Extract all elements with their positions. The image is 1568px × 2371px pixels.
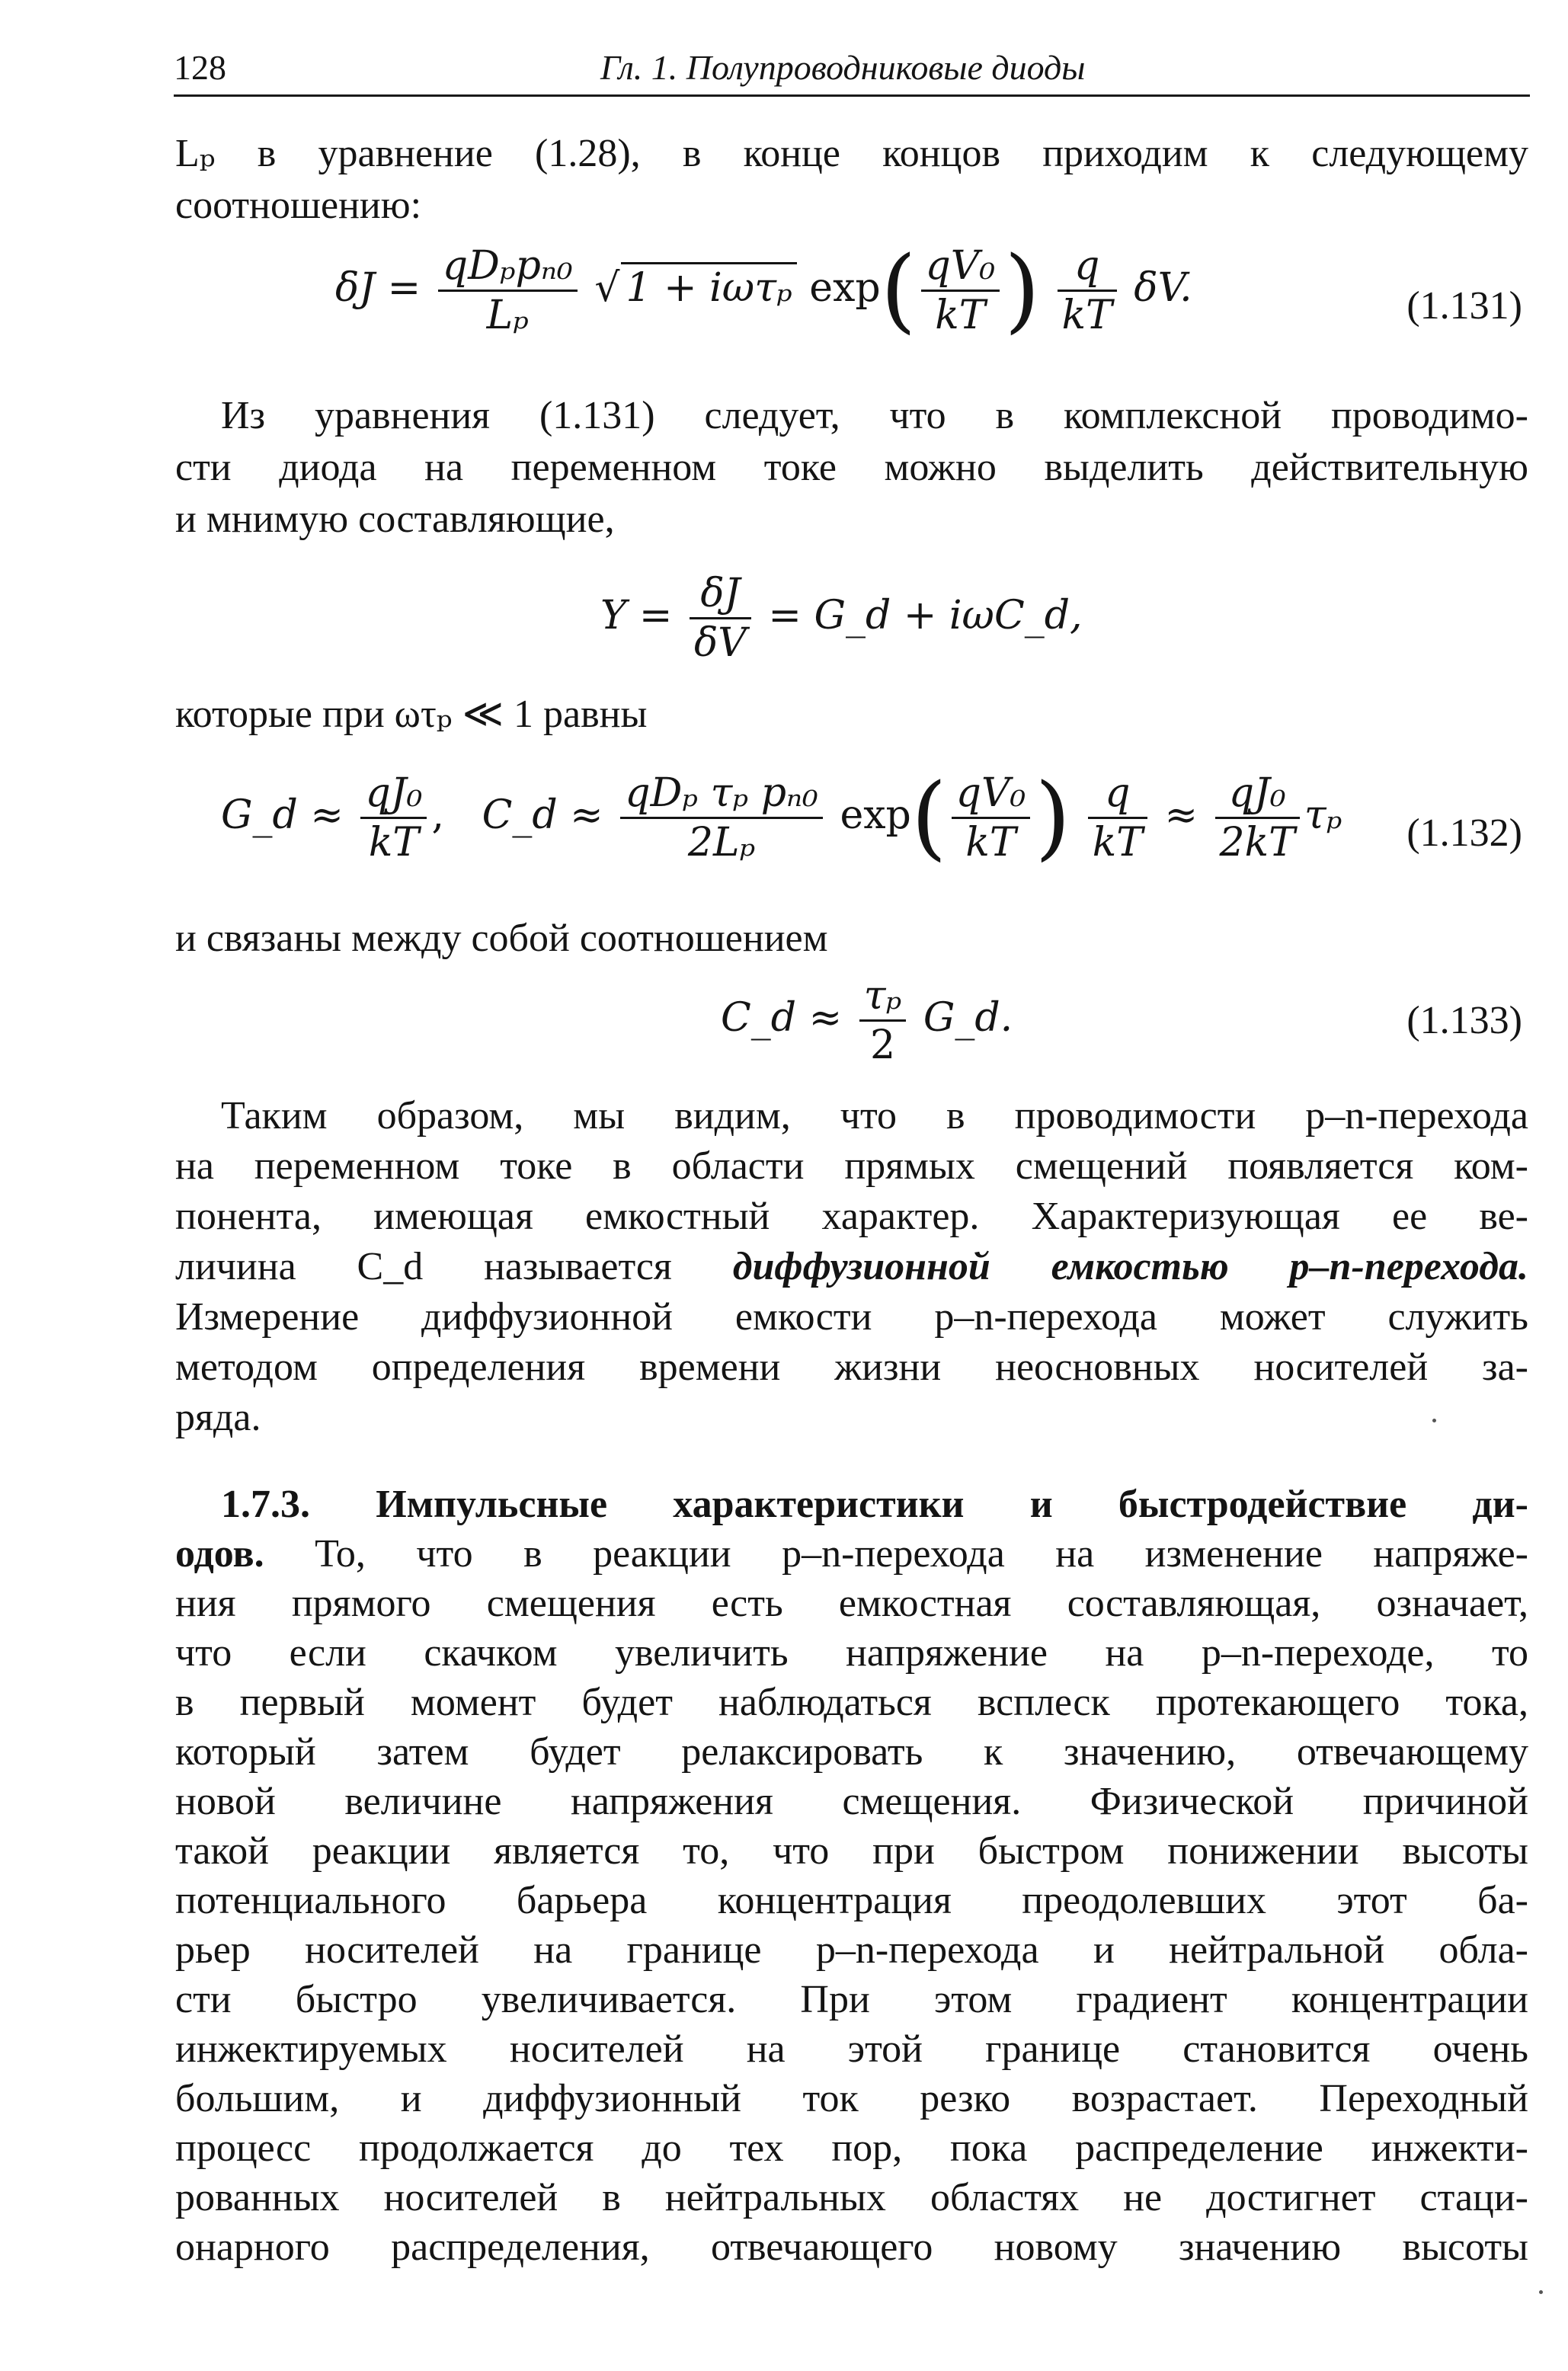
fraction — [859, 972, 907, 1069]
sqrt-sign: √ — [594, 265, 620, 311]
eq-rhs: = G_d + iωC_d, — [768, 593, 1083, 638]
text-line: понента, имеющая емкостный характер. Характеризующая ее ве- — [175, 1195, 1528, 1238]
eq-tail: G_d. — [923, 995, 1013, 1041]
text-line: процесс продолжается до тех пор, пока распределение инжекти- — [175, 2126, 1528, 2170]
right-paren: ) — [1035, 764, 1071, 871]
fraction — [1058, 242, 1117, 339]
eq-lhs: C_d ≈ — [482, 792, 603, 838]
fraction-numerator: qJ₀ — [360, 770, 427, 819]
fraction — [438, 242, 578, 339]
text-line: большим, и диффузионный ток резко возрастает. Переходный — [175, 2077, 1528, 2120]
paragraph — [175, 390, 1528, 546]
eq-tail: τₚ — [1304, 792, 1342, 838]
text-line: на переменном токе в области прямых смещений появляется ком- — [175, 1144, 1528, 1188]
text-line: сти быстро увеличивается. При этом градиент концентрации — [175, 1978, 1528, 2021]
fraction-numerator: qJ₀ — [1215, 770, 1300, 819]
exp-function: exp — [840, 792, 911, 838]
fraction-denominator: Lₚ — [486, 293, 529, 338]
text-run: То, что в реакции p–n-перехода на изменение напряже- — [264, 1532, 1528, 1576]
section-1-7-3 — [175, 1480, 1528, 2272]
text-line: онарного распределения, отвечающего новому значению высоты — [175, 2225, 1528, 2269]
text-line: соотношению: — [175, 184, 422, 227]
running-header — [174, 46, 1530, 97]
left-paren: ( — [910, 764, 947, 871]
text-line: сти диода на переменном токе можно выделить действительную — [175, 446, 1528, 489]
fraction — [620, 770, 823, 866]
text-line: который затем будет релаксировать к значению, отвечающему — [175, 1730, 1528, 1774]
fraction — [1088, 770, 1147, 866]
fraction — [360, 770, 427, 866]
text-line — [175, 1529, 1528, 1579]
fraction — [1215, 770, 1300, 866]
text-line: Измерение диффузионной емкости p–n-перехода может служить — [175, 1295, 1528, 1339]
fraction-denominator: kT — [965, 820, 1016, 866]
exp-function: exp — [809, 265, 881, 311]
fraction-numerator: τₚ — [859, 972, 907, 1022]
text-line: в первый момент будет наблюдаться всплеск протекающего тока, — [175, 1681, 1528, 1724]
equation-admittance — [600, 570, 1083, 667]
fraction-numerator: q — [1058, 242, 1117, 292]
text-line: и связаны между собой соотношением — [175, 917, 828, 960]
section-heading: 1.7.3. Импульсные характеристики и быстродействие ди- — [221, 1483, 1528, 1526]
fraction-denominator: 2kT — [1219, 820, 1295, 866]
eq-lhs: δJ = — [335, 265, 421, 311]
fraction-numerator: δJ — [690, 570, 751, 619]
equation-1-132 — [221, 764, 1342, 871]
scan-speck — [1432, 1419, 1436, 1422]
paragraph — [175, 689, 1528, 741]
text-line: Из уравнения (1.131) следует, что в комплексной проводимо- — [221, 394, 1528, 437]
comma: , — [431, 792, 444, 838]
paragraph — [175, 913, 1528, 965]
equation-number: (1.131) — [1406, 284, 1522, 328]
scan-speck — [1539, 2290, 1543, 2294]
approx-sign: ≈ — [1164, 792, 1198, 838]
text-line — [175, 1242, 1528, 1292]
text-line: рьер носителей на границе p–n-перехода и нейтральной обла- — [175, 1928, 1528, 1972]
fraction-denominator: kT — [1061, 293, 1112, 338]
equation-number: (1.133) — [1406, 999, 1522, 1042]
text-line: новой величине напряжения смещения. Физической причиной — [175, 1780, 1528, 1823]
section-heading-end: одов. — [175, 1532, 264, 1576]
text-line: которые при ωτₚ ≪ 1 равны — [175, 693, 648, 736]
text-line: и мнимую составляющие, — [175, 498, 615, 541]
eq-lhs: Y = — [600, 593, 673, 638]
text-line: рованных носителей в нейтральных областях не достигнет стаци- — [175, 2176, 1528, 2219]
paragraph — [175, 1091, 1528, 1443]
text-line: ряда. — [175, 1396, 261, 1439]
fraction-denominator: 2Lₚ — [687, 820, 756, 866]
fraction-denominator: kT — [368, 820, 420, 866]
right-paren: ) — [1004, 237, 1041, 344]
eq-tail: δV. — [1134, 265, 1192, 311]
page-number: 128 — [174, 48, 226, 87]
sqrt-content: 1 + iωτₚ — [621, 262, 796, 312]
chapter-title: Гл. 1. Полупроводниковые диоды — [600, 48, 1086, 87]
fraction-numerator: qDₚ τₚ pₙ₀ — [620, 770, 823, 819]
equation-number: (1.132) — [1406, 811, 1522, 855]
intro-paragraph — [175, 128, 1528, 232]
left-paren: ( — [880, 237, 917, 344]
term-emphasis: диффузионной емкостью p–n-перехода. — [732, 1245, 1529, 1288]
fraction-numerator: qDₚpₙ₀ — [438, 242, 578, 292]
text-line: методом определения времени жизни неосновных носителей за- — [175, 1345, 1528, 1389]
fraction-numerator: qV₀ — [952, 770, 1031, 819]
fraction-denominator: kT — [1092, 820, 1143, 866]
text-run: личина C_d называется — [175, 1245, 733, 1288]
text-line: что если скачком увеличить напряжение на p–n-переходе, то — [175, 1631, 1528, 1675]
equation-1-131 — [335, 237, 1192, 344]
eq-lhs: C_d ≈ — [721, 995, 843, 1041]
text-line: такой реакции является то, что при быстром понижении высоты — [175, 1829, 1528, 1873]
fraction — [921, 242, 1000, 339]
fraction — [952, 770, 1031, 866]
fraction-denominator: δV — [693, 620, 747, 666]
fraction-numerator: q — [1088, 770, 1147, 819]
fraction-numerator: qV₀ — [921, 242, 1000, 292]
fraction — [690, 570, 751, 667]
fraction-denominator: 2 — [869, 1022, 896, 1068]
text-line: ния прямого смещения есть емкостная составляющая, означает, — [175, 1582, 1528, 1625]
text-line: инжектируемых носителей на этой границе становится очень — [175, 2027, 1528, 2071]
equation-1-133 — [721, 972, 1013, 1069]
text-line: Таким образом, мы видим, что в проводимости p–n-перехода — [221, 1094, 1528, 1138]
eq-lhs: G_d ≈ — [221, 792, 344, 838]
fraction-denominator: kT — [935, 293, 986, 338]
text-line: потенциального барьера концентрация преодолевших этот ба- — [175, 1879, 1528, 1922]
text-line: Lₚ в уравнение (1.28), в конце концов приходим к следующему — [175, 132, 1528, 175]
